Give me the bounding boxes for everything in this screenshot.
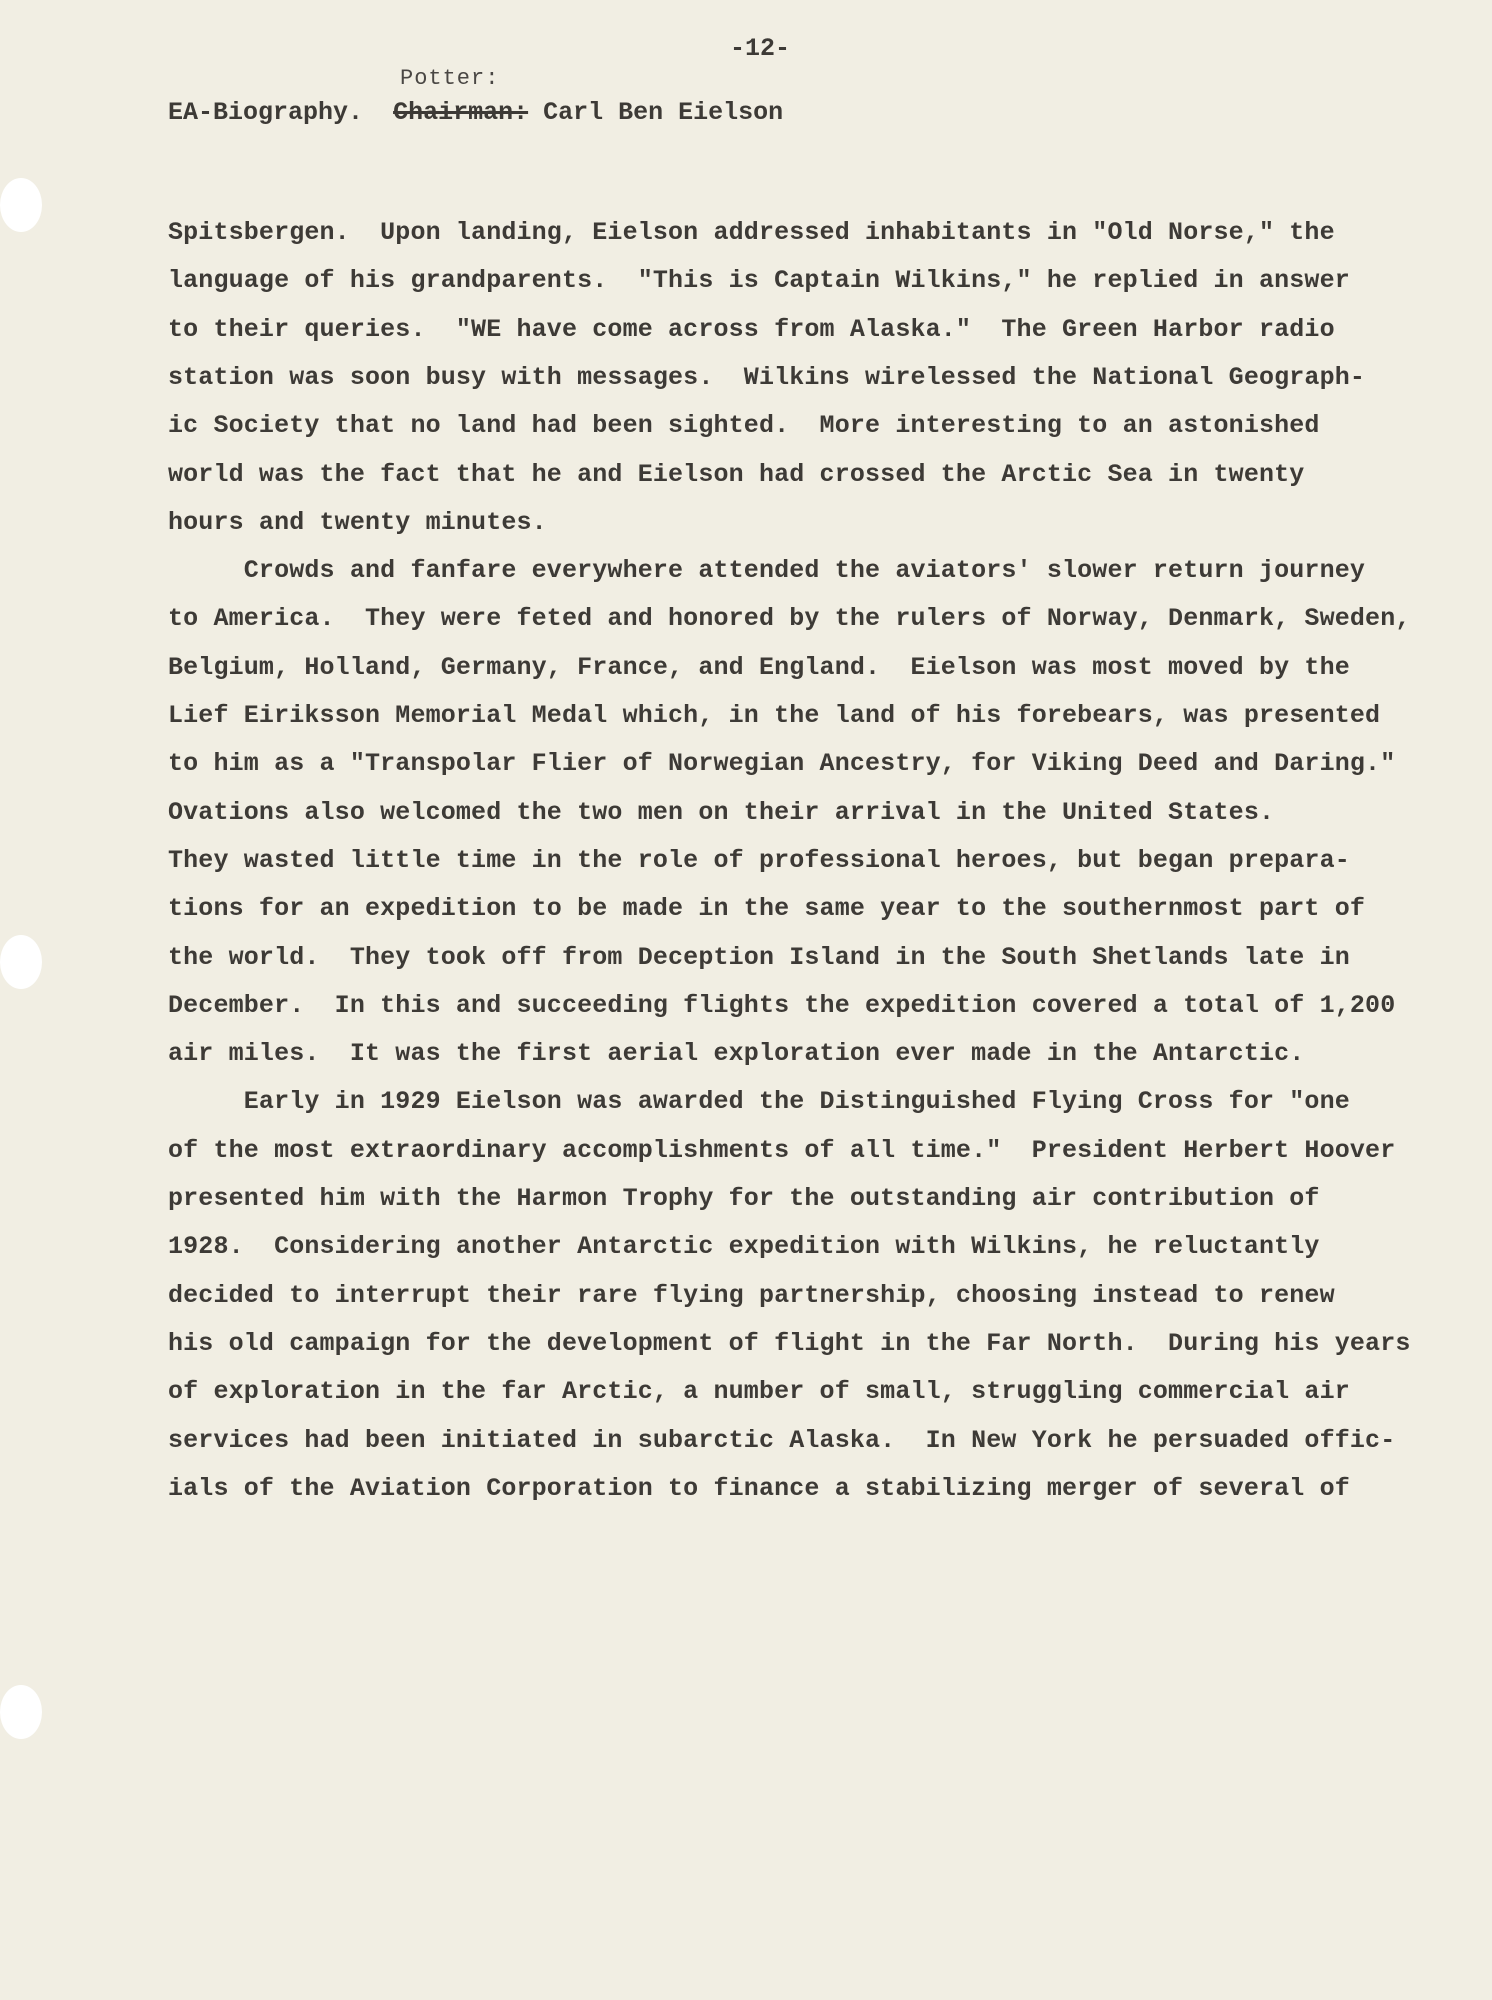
text-line: services had been initiated in subarctic Alaska. In New York he persuaded offic- [168,1425,1396,1455]
text-line: They wasted little time in the role of professional heroes, but began prepara- [168,845,1350,875]
text-line: the world. They took off from Deception Island in the South Shetlands late in [168,942,1350,972]
text-line: Lief Eiriksson Memorial Medal which, in the land of his forebears, was presented [168,701,1381,730]
text-line: hours and twenty minutes. [168,507,547,537]
text-line: ials of the Aviation Corporation to finance a stabilizing merger of several of [168,1473,1350,1503]
text-line: of exploration in the far Arctic, a number of small, struggling commercial air [168,1377,1350,1407]
struck-out-word: Chairman: [393,98,529,127]
text-line: Ovations also welcomed the two men on their arrival in the United States. [168,797,1275,827]
text-line: to their queries. "WE have come across from Alaska." The Green Harbor radio [168,314,1335,344]
document-header [168,98,783,127]
biography-subject: Carl Ben Eielson [543,98,784,127]
binder-hole [0,1685,42,1739]
text-line: tions for an expedition to be made in the same year to the southernmost part of [168,894,1366,924]
text-line: language of his grandparents. "This is Captain Wilkins," he replied in answer [168,266,1350,296]
text-line: air miles. It was the first aerial exploration ever made in the Antarctic. [168,1039,1305,1069]
text-line: Early in 1929 Eielson was awarded the Distinguished Flying Cross for "one [168,1087,1350,1117]
text-line: to him as a "Transpolar Flier of Norwegian Ancestry, for Viking Deed and Daring." [168,749,1396,779]
binder-hole [0,178,42,232]
text-line: decided to interrupt their rare flying partnership, choosing instead to renew [168,1280,1335,1310]
text-line: Crowds and fanfare everywhere attended the aviators' slower return journey [168,556,1366,586]
text-line: to America. They were feted and honored by the rulers of Norway, Denmark, Sweden, [168,604,1411,634]
text-line: station was soon busy with messages. Wilkins wirelessed the National Geograph- [168,362,1366,392]
text-line: 1928. Considering another Antarctic expedition with Wilkins, he reluctantly [168,1232,1320,1262]
text-line: of the most extraordinary accomplishments of all time." President Herbert Hoover [168,1135,1396,1165]
handwritten-annotation: Potter: [400,66,500,91]
text-line: world was the fact that he and Eielson had crossed the Arctic Sea in twenty [168,459,1305,489]
text-line: his old campaign for the development of flight in the Far North. During his years [168,1328,1411,1358]
text-line: presented him with the Harmon Trophy for the outstanding air contribution of [168,1184,1320,1213]
header-prefix: EA-Biography. [168,98,364,127]
text-line: Spitsbergen. Upon landing, Eielson addressed inhabitants in "Old Norse," the [168,218,1335,247]
binder-hole [0,935,42,989]
text-line: Belgium, Holland, Germany, France, and England. Eielson was most moved by the [168,652,1350,682]
text-line: ic Society that no land had been sighted. More interesting to an astonished [168,411,1320,441]
text-line: December. In this and succeeding flights the expedition covered a total of 1,200 [168,990,1396,1020]
page-number: -12- [730,34,791,63]
